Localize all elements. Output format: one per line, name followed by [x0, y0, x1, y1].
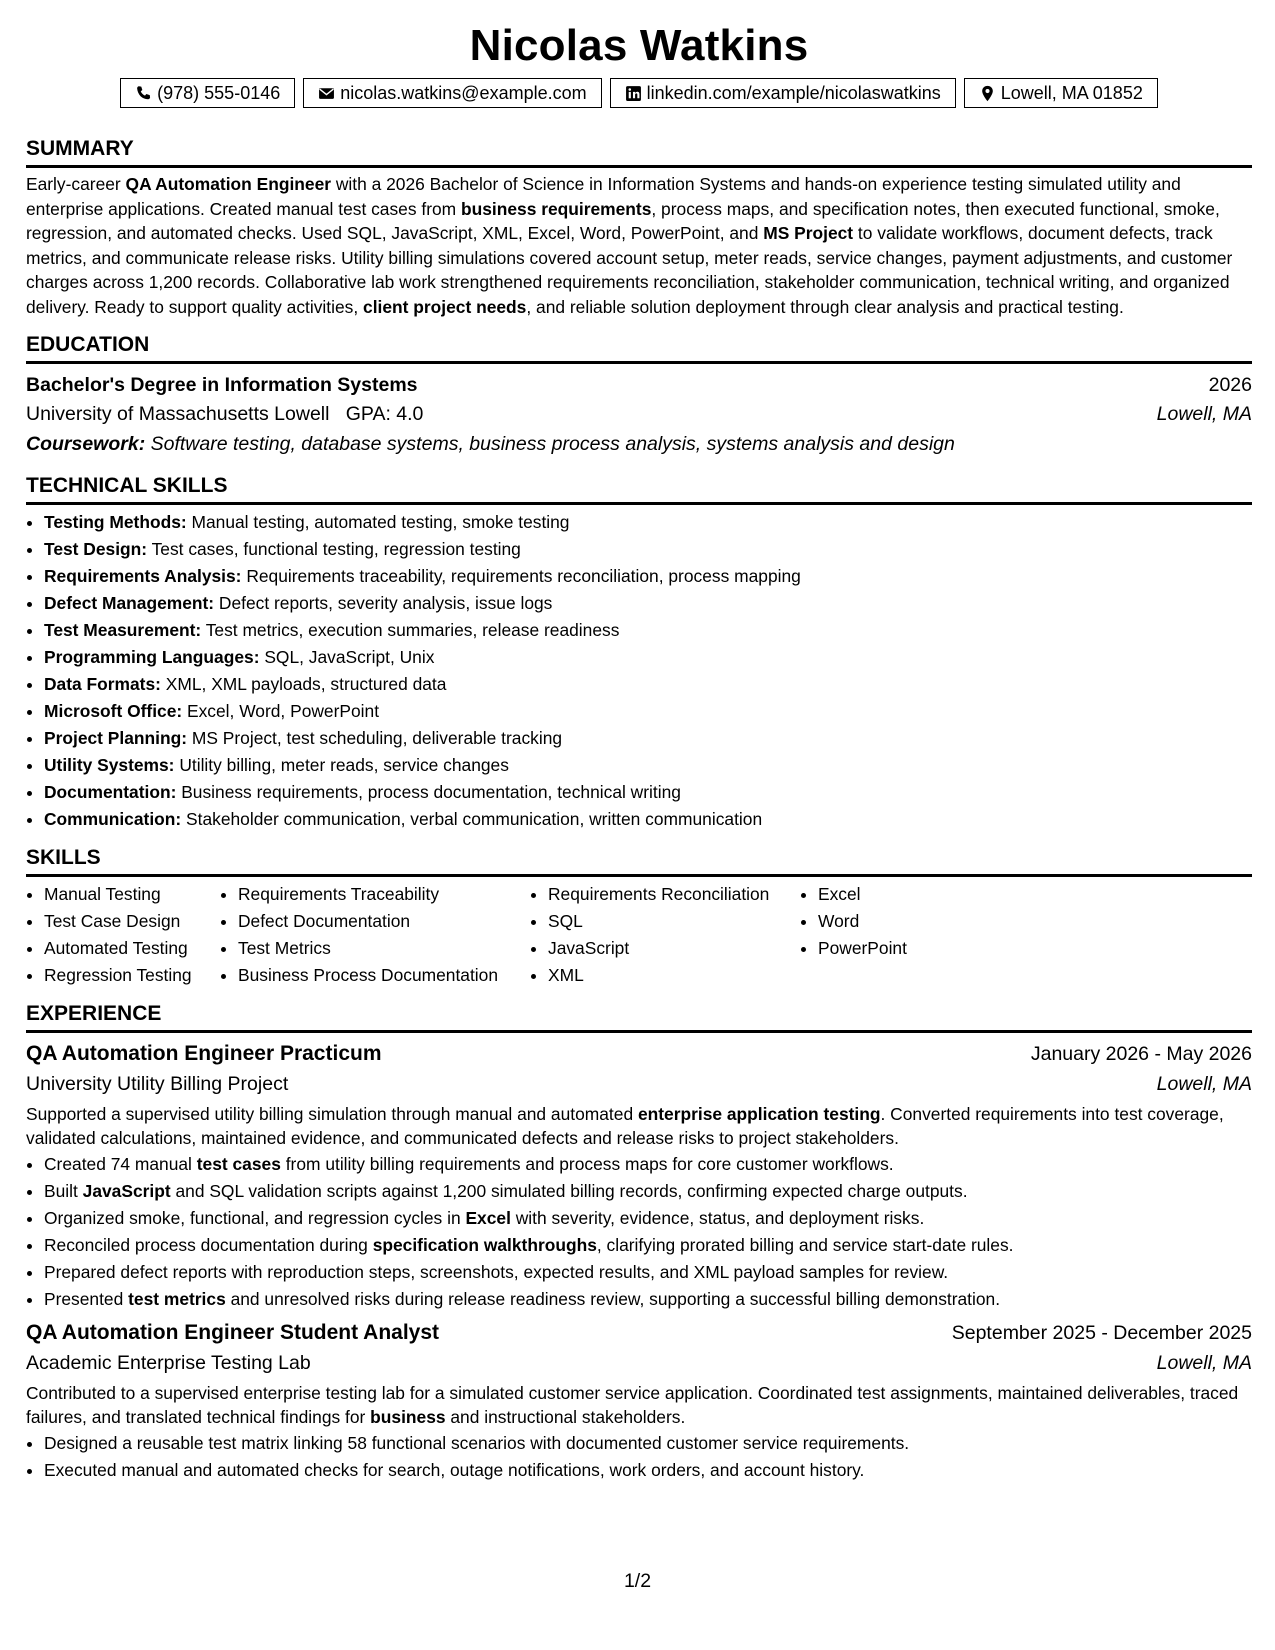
education-heading: EDUCATION [26, 332, 1252, 364]
skill-item: • XML [548, 962, 800, 989]
skill-item: • Manual Testing [44, 881, 220, 908]
technical-skills-heading: TECHNICAL SKILLS [26, 473, 1252, 505]
job-entry [26, 1039, 1252, 1313]
linkedin-link[interactable]: linkedin.com/example/nicolaswatkins [646, 83, 941, 103]
page-number: 1/2 [623, 1570, 652, 1592]
job-bullet: • Created 74 manual test cases from utility billing requirements and process maps for core customer workflows. [44, 1151, 1252, 1178]
job-description: Supported a supervised utility billing simulation through manual and automated enterprise application testing. Converted requirements into test coverage, validated calculations, maintained evidence, and communicated defects and release risks to project stakeholders. [26, 1103, 1224, 1149]
job-bullets [26, 1430, 1252, 1484]
skill-item: • Automated Testing [44, 935, 220, 962]
summary-heading: SUMMARY [26, 136, 1252, 168]
contact-bar [26, 78, 1252, 108]
technical-skill-item: • Programming Languages: SQL, JavaScript, Unix [44, 644, 1252, 671]
skill-item: • Defect Documentation [238, 908, 530, 935]
contact-location [964, 78, 1158, 108]
degree-title: Bachelor's Degree in Information Systems [26, 373, 418, 396]
contact-linkedin[interactable] [610, 78, 956, 108]
skill-item: • Test Case Design [44, 908, 220, 935]
job-bullet: • Presented test metrics and unresolved risks during release readiness review, supporting a successful billing demonstration. [44, 1286, 1252, 1313]
technical-skill-item: • Requirements Analysis: Requirements traceability, requirements reconciliation, process mapping [44, 563, 1252, 590]
phone-text: (978) 555-0146 [157, 83, 281, 103]
skills-column-4 [800, 881, 1018, 989]
skills-section [26, 845, 1252, 989]
degree-row [26, 371, 1252, 399]
summary-section [26, 136, 1252, 320]
technical-skill-item: • Testing Methods: Manual testing, automated testing, smoke testing [44, 509, 1252, 536]
skill-item: • JavaScript [548, 935, 800, 962]
school-name: University of Massachusetts Lowell [26, 402, 330, 425]
job-entry [26, 1318, 1252, 1484]
job-organization: University Utility Billing Project [26, 1072, 289, 1095]
gpa: GPA: 4.0 [345, 402, 424, 425]
job-title: QA Automation Engineer Practicum [26, 1041, 382, 1065]
technical-skill-item: • Test Design: Test cases, functional testing, regression testing [44, 536, 1252, 563]
resume-page [26, 18, 1252, 1484]
skills-heading: SKILLS [26, 845, 1252, 877]
technical-skills-list [26, 509, 1252, 833]
coursework: Coursework: Software testing, database systems, business process analysis, systems analysis and design [26, 432, 955, 455]
technical-skill-item: • Communication: Stakeholder communication, verbal communication, written communication [44, 806, 1252, 833]
job-dates: September 2025 - December 2025 [951, 1321, 1252, 1344]
experience-section [26, 1001, 1252, 1484]
job-description: Contributed to a supervised enterprise testing lab for a simulated customer service application. Coordinated test assignments, maintained deliverables, traced failures, and translated technical findings for business and instructional stakeholders. [26, 1382, 1239, 1428]
degree-year: 2026 [1208, 373, 1252, 396]
skill-item: • Business Process Documentation [238, 962, 530, 989]
school-line [26, 399, 423, 429]
skill-item: • PowerPoint [818, 935, 1018, 962]
skill-item: • Requirements Reconciliation [548, 881, 800, 908]
skill-item: • Requirements Traceability [238, 881, 530, 908]
school-row [26, 399, 1252, 429]
skill-item: • Regression Testing [44, 962, 220, 989]
experience-heading: EXPERIENCE [26, 1001, 1252, 1033]
technical-skill-item: • Microsoft Office: Excel, Word, PowerPoint [44, 698, 1252, 725]
map-pin-icon [979, 85, 996, 102]
skill-item: • Excel [818, 881, 1018, 908]
technical-skill-item: • Project Planning: MS Project, test scheduling, deliverable tracking [44, 725, 1252, 752]
technical-skills-section [26, 473, 1252, 833]
envelope-icon [318, 85, 335, 102]
technical-skill-item: • Documentation: Business requirements, process documentation, technical writing [44, 779, 1252, 806]
email-link[interactable]: nicolas.watkins@example.com [340, 83, 587, 103]
technical-skill-item: • Data Formats: XML, XML payloads, structured data [44, 671, 1252, 698]
skill-item: • Test Metrics [238, 935, 530, 962]
job-bullet: • Executed manual and automated checks for search, outage notifications, work orders, and account history. [44, 1457, 1252, 1484]
job-location: Lowell, MA [1156, 1072, 1252, 1095]
skills-grid [26, 881, 1252, 989]
job-bullet: • Reconciled process documentation during specification walkthroughs, clarifying prorated billing and service start-date rules. [44, 1232, 1252, 1259]
linkedin-icon [625, 85, 642, 102]
job-bullet: • Prepared defect reports with reproduction steps, screenshots, expected results, and XML payload samples for review. [44, 1259, 1252, 1286]
location-text: Lowell, MA 01852 [1000, 83, 1143, 103]
phone-icon [135, 85, 152, 102]
job-bullet: • Built JavaScript and SQL validation scripts against 1,200 simulated billing records, confirming expected charge outputs. [44, 1178, 1252, 1205]
job-organization: Academic Enterprise Testing Lab [26, 1351, 311, 1374]
job-title: QA Automation Engineer Student Analyst [26, 1320, 440, 1344]
job-bullet: • Organized smoke, functional, and regression cycles in Excel with severity, evidence, status, and deployment risks. [44, 1205, 1252, 1232]
job-dates: January 2026 - May 2026 [1030, 1042, 1252, 1065]
summary-text: Early-career QA Automation Engineer with a 2026 Bachelor of Science in Information Systems and hands-on experience testing simulated utility and enterprise applications. Created manual test cases from business requirements, process maps, and specification notes, then executed functional, smoke, regression, and automated checks. Used SQL, JavaScript, XML, Excel, Word, PowerPoint, and MS Project to validate workflows, document defects, track metrics, and communicate release risks. Utility billing simulations covered account setup, meter reads, service changes, payment adjustments, and customer charges across 1,200 records. Collaborative lab work strengthened requirements reconciliation, stakeholder communication, technical writing, and organized delivery. Ready to support quality activities, client project needs, and reliable solution deployment through clear analysis and practical testing. [26, 174, 1233, 317]
job-location: Lowell, MA [1156, 1351, 1252, 1374]
education-section [26, 332, 1252, 459]
candidate-name: Nicolas Watkins [469, 21, 809, 70]
school-location: Lowell, MA [1156, 402, 1252, 425]
skills-column-2 [220, 881, 530, 989]
skills-column-3 [530, 881, 800, 989]
job-bullet: • Designed a reusable test matrix linking 58 functional scenarios with documented customer service requirements. [44, 1430, 1252, 1457]
contact-phone [120, 78, 295, 108]
job-bullets [26, 1151, 1252, 1313]
skill-item: • SQL [548, 908, 800, 935]
skill-item: • Word [818, 908, 1018, 935]
technical-skill-item: • Test Measurement: Test metrics, execution summaries, release readiness [44, 617, 1252, 644]
skills-column-1 [26, 881, 220, 989]
technical-skill-item: • Utility Systems: Utility billing, meter reads, service changes [44, 752, 1252, 779]
contact-email[interactable] [303, 78, 601, 108]
technical-skill-item: • Defect Management: Defect reports, severity analysis, issue logs [44, 590, 1252, 617]
